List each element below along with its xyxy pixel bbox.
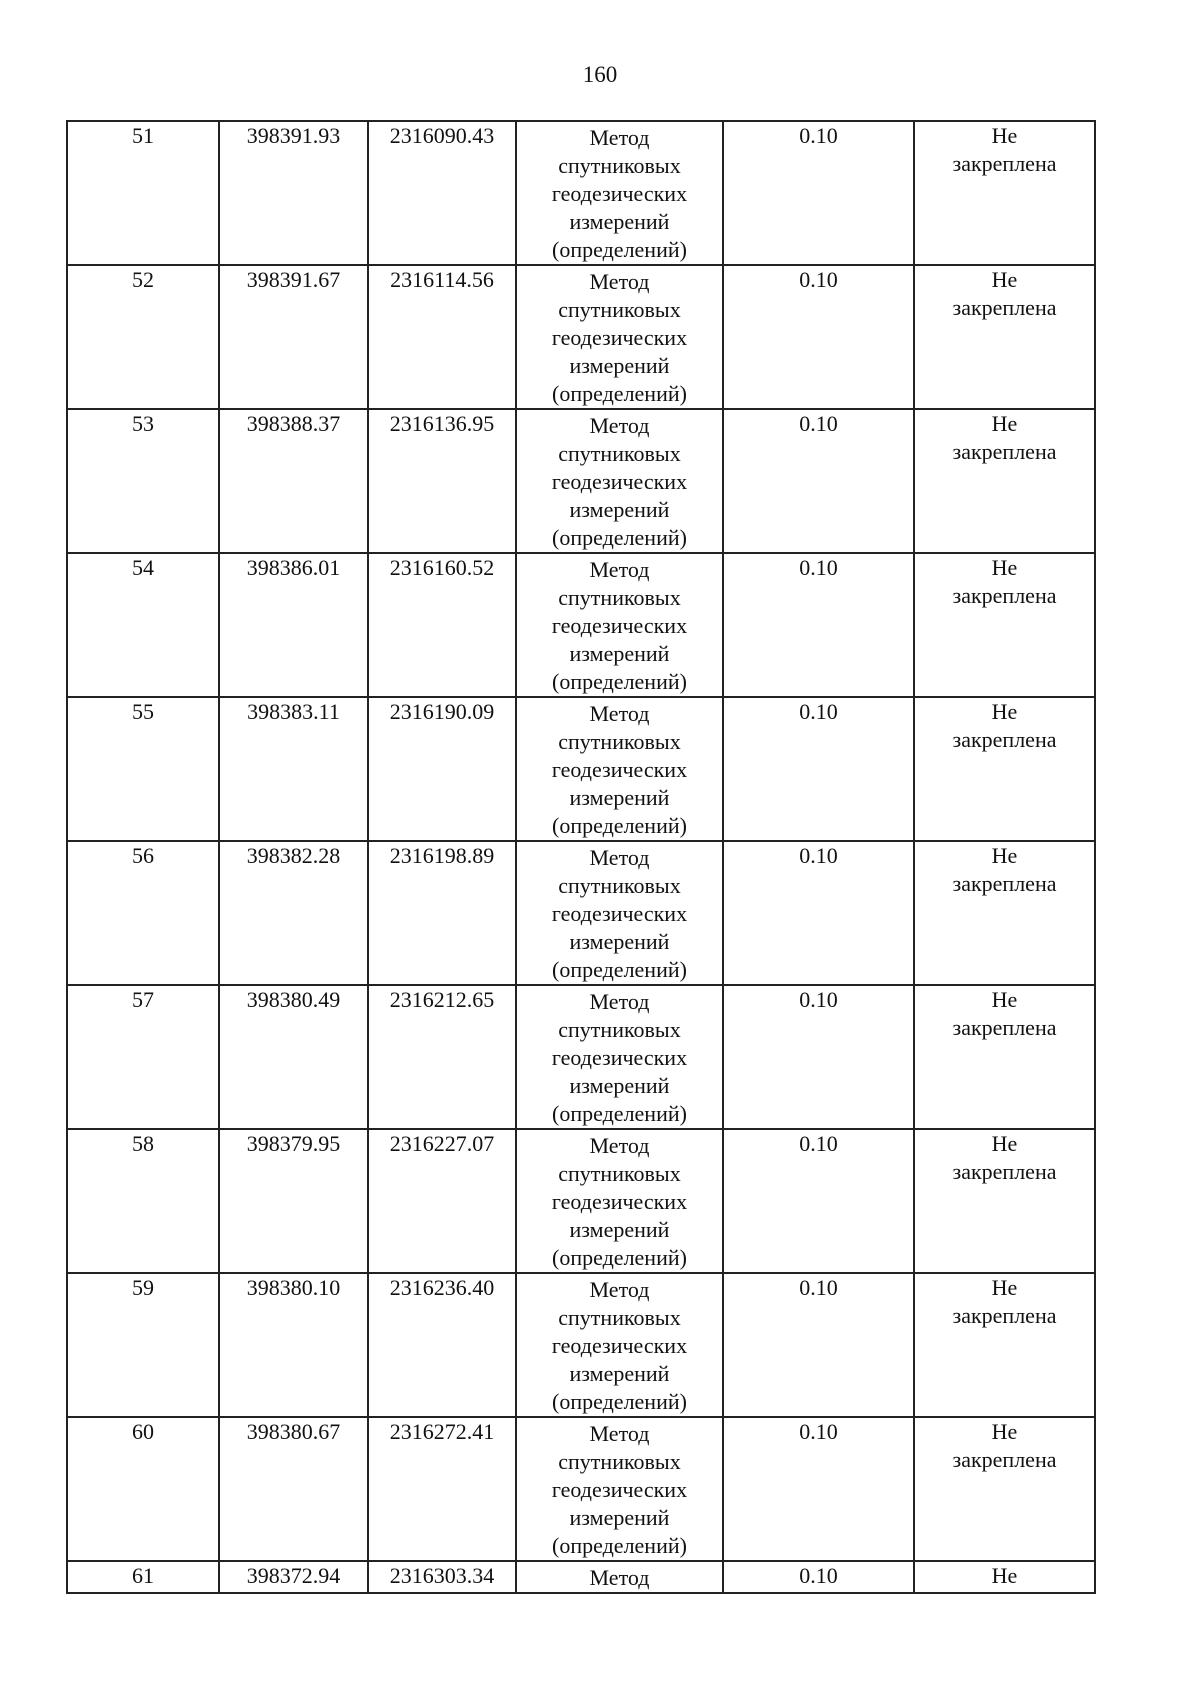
y-coordinate-cell: 2316303.34: [368, 1561, 516, 1593]
accuracy-cell: 0.10: [723, 1417, 914, 1561]
fixing-cell: Не закреплена: [914, 1417, 1095, 1561]
fixing-cell: Не закреплена: [914, 121, 1095, 265]
method-cell: Метод спутниковых геодезических измерений (определений): [516, 841, 723, 985]
x-coordinate-cell: 398380.49: [219, 985, 368, 1129]
y-coordinate-cell: 2316190.09: [368, 697, 516, 841]
y-coordinate-cell: 2316160.52: [368, 553, 516, 697]
accuracy-cell: 0.10: [723, 985, 914, 1129]
fixing-cell: Не закреплена: [914, 409, 1095, 553]
y-coordinate-cell: 2316114.56: [368, 265, 516, 409]
point-number-cell: 60: [67, 1417, 219, 1561]
point-number-cell: 61: [67, 1561, 219, 1593]
accuracy-cell: 0.10: [723, 1561, 914, 1593]
y-coordinate-cell: 2316136.95: [368, 409, 516, 553]
x-coordinate-cell: 398380.10: [219, 1273, 368, 1417]
accuracy-cell: 0.10: [723, 409, 914, 553]
method-cell: Метод спутниковых геодезических измерений (определений): [516, 265, 723, 409]
accuracy-cell: 0.10: [723, 121, 914, 265]
page-number: 160: [582, 62, 618, 87]
x-coordinate-cell: 398391.67: [219, 265, 368, 409]
table-row: [67, 1129, 1095, 1273]
method-cell: Метод спутниковых геодезических измерений (определений): [516, 1417, 723, 1561]
fixing-cell: Не закреплена: [914, 553, 1095, 697]
x-coordinate-cell: 398386.01: [219, 553, 368, 697]
accuracy-cell: 0.10: [723, 697, 914, 841]
method-cell: Метод: [516, 1561, 723, 1593]
y-coordinate-cell: 2316090.43: [368, 121, 516, 265]
method-cell: Метод спутниковых геодезических измерений (определений): [516, 1129, 723, 1273]
table-row: [67, 985, 1095, 1129]
x-coordinate-cell: 398382.28: [219, 841, 368, 985]
point-number-cell: 57: [67, 985, 219, 1129]
fixing-cell: Не закреплена: [914, 985, 1095, 1129]
x-coordinate-cell: 398391.93: [219, 121, 368, 265]
point-number-cell: 58: [67, 1129, 219, 1273]
table-row: [67, 697, 1095, 841]
method-cell: Метод спутниковых геодезических измерений (определений): [516, 1273, 723, 1417]
fixing-cell: Не закреплена: [914, 265, 1095, 409]
fixing-cell: Не закреплена: [914, 1129, 1095, 1273]
method-cell: Метод спутниковых геодезических измерений (определений): [516, 121, 723, 265]
fixing-cell: Не закреплена: [914, 697, 1095, 841]
y-coordinate-cell: 2316236.40: [368, 1273, 516, 1417]
y-coordinate-cell: 2316227.07: [368, 1129, 516, 1273]
table-row: [67, 1417, 1095, 1561]
method-cell: Метод спутниковых геодезических измерений (определений): [516, 697, 723, 841]
table-row: [67, 1273, 1095, 1417]
accuracy-cell: 0.10: [723, 265, 914, 409]
point-number-cell: 59: [67, 1273, 219, 1417]
table-row: [67, 553, 1095, 697]
x-coordinate-cell: 398380.67: [219, 1417, 368, 1561]
y-coordinate-cell: 2316212.65: [368, 985, 516, 1129]
fixing-cell: Не: [914, 1561, 1095, 1593]
table-row: [67, 841, 1095, 985]
fixing-cell: Не закреплена: [914, 1273, 1095, 1417]
y-coordinate-cell: 2316272.41: [368, 1417, 516, 1561]
table-row: [67, 1561, 1095, 1593]
accuracy-cell: 0.10: [723, 1273, 914, 1417]
coordinates-table-body: [67, 121, 1095, 1593]
accuracy-cell: 0.10: [723, 1129, 914, 1273]
point-number-cell: 52: [67, 265, 219, 409]
method-cell: Метод спутниковых геодезических измерений (определений): [516, 985, 723, 1129]
point-number-cell: 55: [67, 697, 219, 841]
point-number-cell: 53: [67, 409, 219, 553]
coordinates-table: [66, 120, 1096, 1594]
point-number-cell: 51: [67, 121, 219, 265]
table-row: [67, 265, 1095, 409]
x-coordinate-cell: 398379.95: [219, 1129, 368, 1273]
table-row: [67, 121, 1095, 265]
accuracy-cell: 0.10: [723, 553, 914, 697]
method-cell: Метод спутниковых геодезических измерений (определений): [516, 553, 723, 697]
table-row: [67, 409, 1095, 553]
accuracy-cell: 0.10: [723, 841, 914, 985]
y-coordinate-cell: 2316198.89: [368, 841, 516, 985]
point-number-cell: 54: [67, 553, 219, 697]
point-number-cell: 56: [67, 841, 219, 985]
fixing-cell: Не закреплена: [914, 841, 1095, 985]
x-coordinate-cell: 398372.94: [219, 1561, 368, 1593]
x-coordinate-cell: 398388.37: [219, 409, 368, 553]
x-coordinate-cell: 398383.11: [219, 697, 368, 841]
method-cell: Метод спутниковых геодезических измерений (определений): [516, 409, 723, 553]
